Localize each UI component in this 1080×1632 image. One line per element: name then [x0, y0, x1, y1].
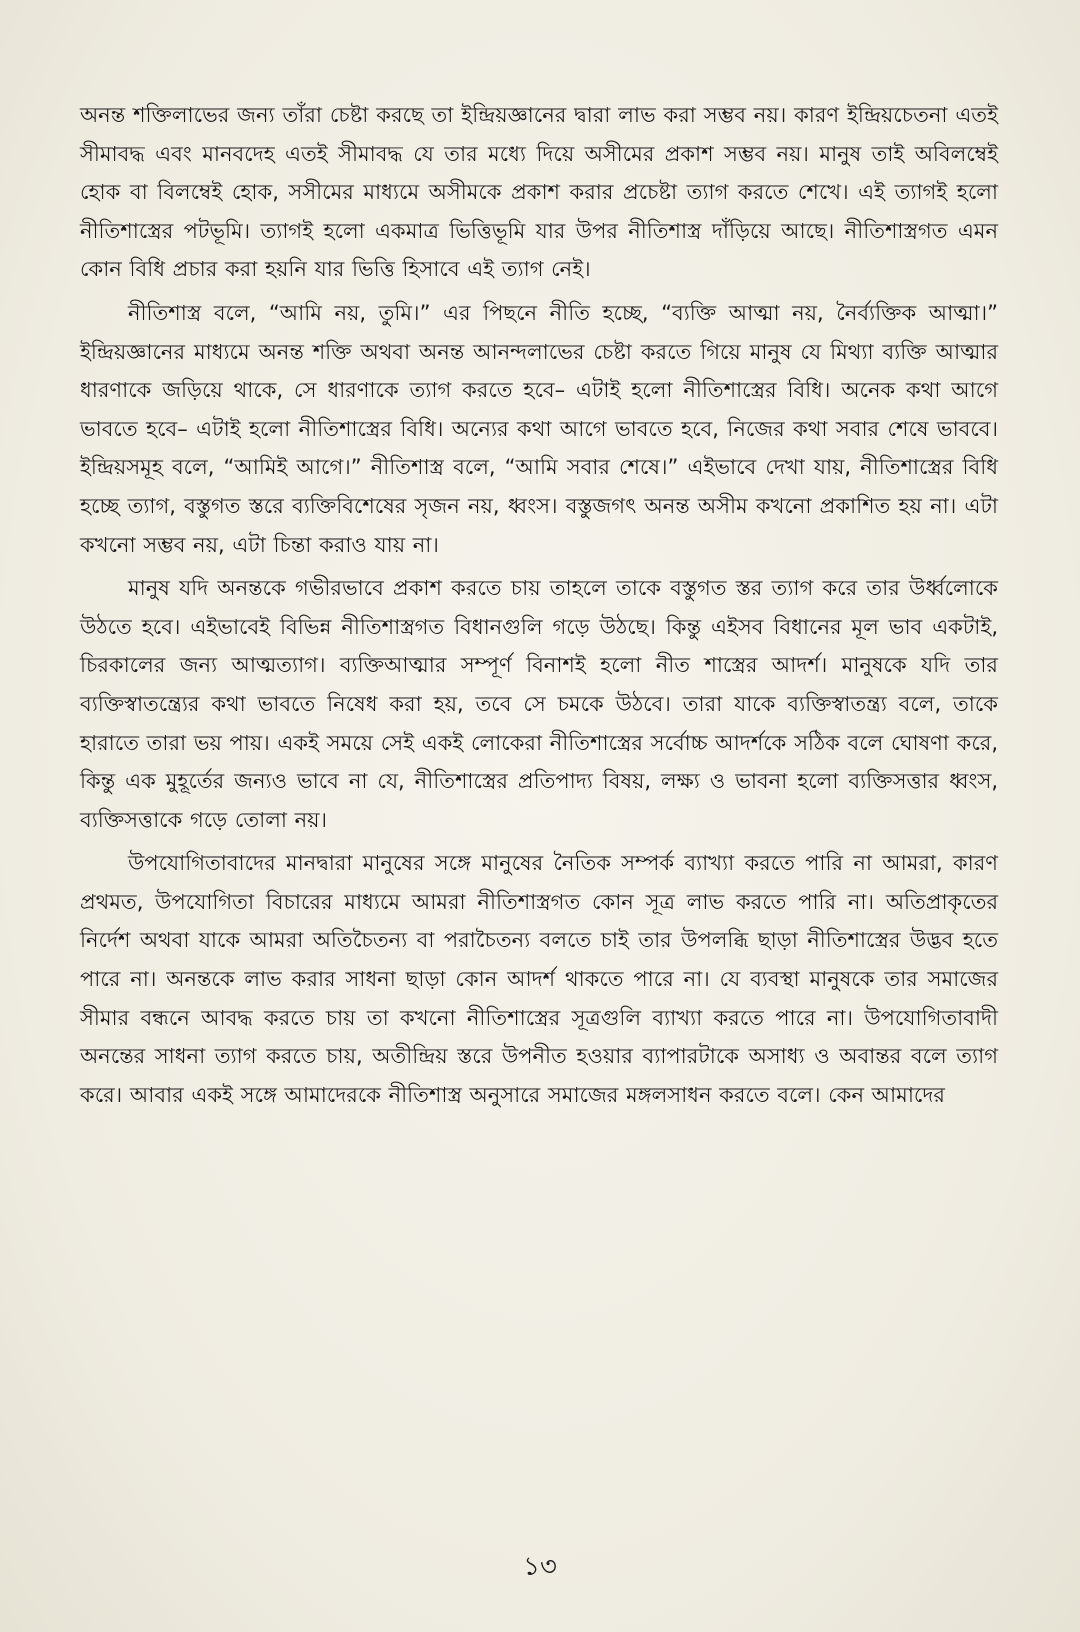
- paragraph-4: উপযোগিতাবাদের মানদ্বারা মানুষের সঙ্গে মানুষের নৈতিক সম্পর্ক ব্যাখ্যা করতে পারি না আমরা, কারণ প্রথমত, উপযোগিতা বিচারের মাধ্যমে আমরা নীতিশাস্ত্রগত কোন সূত্র লাভ করতে পারি না। অতিপ্রাকৃতের নির্দেশ অথবা যাকে আমরা অতিচৈতন্য বা পরাচৈতন্য বলতে চাই তার উপলব্ধি ছাড়া নীতিশাস্ত্রের উদ্ভব হতে পারে না। অনন্তকে লাভ করার সাধনা ছাড়া কোন আদর্শ থাকতে পারে না। যে ব্যবস্থা মানুষকে তার সমাজের সীমার বন্ধনে আবদ্ধ করতে চায় তা কখনো নীতিশাস্ত্রের সূত্রগুলি ব্যাখ্যা করতে পারে না। উপযোগিতাবাদী অনন্তের সাধনা ত্যাগ করতে চায়, অতীন্দ্রিয় স্তরে উপনীত হওয়ার ব্যাপারটাকে অসাধ্য ও অবান্তর বলে ত্যাগ করে। আবার একই সঙ্গে আমাদেরকে নীতিশাস্ত্র অনুসারে সমাজের মঙ্গলসাধন করতে বলে। কেন আমাদের: [80, 851, 998, 1107]
- paragraph-1: অনন্ত শক্তিলাভের জন্য তাঁরা চেষ্টা করছে তা ইন্দ্রিয়জ্ঞানের দ্বারা লাভ করা সম্ভব নয়। কারণ ইন্দ্রিয়চেতনা এতই সীমাবদ্ধ এবং মানবদেহ এতই সীমাবদ্ধ যে তার মধ্যে দিয়ে অসীমের প্রকাশ সম্ভব নয়। মানুষ তাই অবিলম্বেই হোক বা বিলম্বেই হোক, সসীমের মাধ্যমে অসীমকে প্রকাশ করার প্রচেষ্টা ত্যাগ করতে শেখে। এই ত্যাগই হলো নীতিশাস্ত্রের পটভূমি। ত্যাগই হলো একমাত্র ভিত্তিভূমি যার উপর নীতিশাস্ত্র দাঁড়িয়ে আছে। নীতিশাস্ত্রগত এমন কোন বিধি প্রচার করা হয়নি যার ভিত্তি হিসাবে এই ত্যাগ নেই।: [80, 103, 998, 282]
- page-number: ১৩: [523, 1552, 557, 1582]
- body-text: [80, 96, 998, 1114]
- paragraph-2: নীতিশাস্ত্র বলে, “আমি নয়, তুমি।” এর পিছনে নীতি হচ্ছে, “ব্যক্তি আত্মা নয়, নৈর্ব্যক্তিক আত্মা।” ইন্দ্রিয়জ্ঞানের মাধ্যমে অনন্ত শক্তি অথবা অনন্ত আনন্দলাভের চেষ্টা করতে গিয়ে মানুষ যে মিথ্যা ব্যক্তি আত্মার ধারণাকে জড়িয়ে থাকে, সে ধারণাকে ত্যাগ করতে হবে– এটাই হলো নীতিশাস্ত্রের বিধি। অনেক কথা আগে ভাবতে হবে– এটাই হলো নীতিশাস্ত্রের বিধি। অন্যের কথা আগে ভাবতে হবে, নিজের কথা সবার শেষে ভাববে। ইন্দ্রিয়সমূহ বলে, “আমিই আগে।” নীতিশাস্ত্র বলে, “আমি সবার শেষে।” এইভাবে দেখা যায়, নীতিশাস্ত্রের বিধি হচ্ছে ত্যাগ, বস্তুগত স্তরে ব্যক্তিবিশেষের সৃজন নয়, ধ্বংস। বস্তুজগৎ অনন্ত অসীম কখনো প্রকাশিত হয় না। এটা কখনো সম্ভব নয়, এটা চিন্তা করাও যায় না।: [80, 300, 998, 557]
- paragraph-3: মানুষ যদি অনন্তকে গভীরভাবে প্রকাশ করতে চায় তাহলে তাকে বস্তুগত স্তর ত্যাগ করে তার উর্ধ্বলোকে উঠতে হবে। এইভাবেই বিভিন্ন নীতিশাস্ত্রগত বিধানগুলি গড়ে উঠছে। কিন্তু এইসব বিধানের মূল ভাব একটাই, চিরকালের জন্য আত্মত্যাগ। ব্যক্তিআত্মার সম্পূর্ণ বিনাশই হলো নীত শাস্ত্রের আদর্শ। মানুষকে যদি তার ব্যক্তিস্বাতন্ত্র্যের কথা ভাবতে নিষেধ করা হয়, তবে সে চমকে উঠবে। তারা যাকে ব্যক্তিস্বাতন্ত্র্য বলে, তাকে হারাতে তারা ভয় পায়। একই সময়ে সেই একই লোকেরা নীতিশাস্ত্রের সর্বোচ্চ আদর্শকে সঠিক বলে ঘোষণা করে, কিন্তু এক মুহূর্তের জন্যও ভাবে না যে, নীতিশাস্ত্রের প্রতিপাদ্য বিষয়, লক্ষ্য ও ভাবনা হলো ব্যক্তিসত্তার ধ্বংস, ব্যক্তিসত্তাকে গড়ে তোলা নয়।: [80, 576, 998, 832]
